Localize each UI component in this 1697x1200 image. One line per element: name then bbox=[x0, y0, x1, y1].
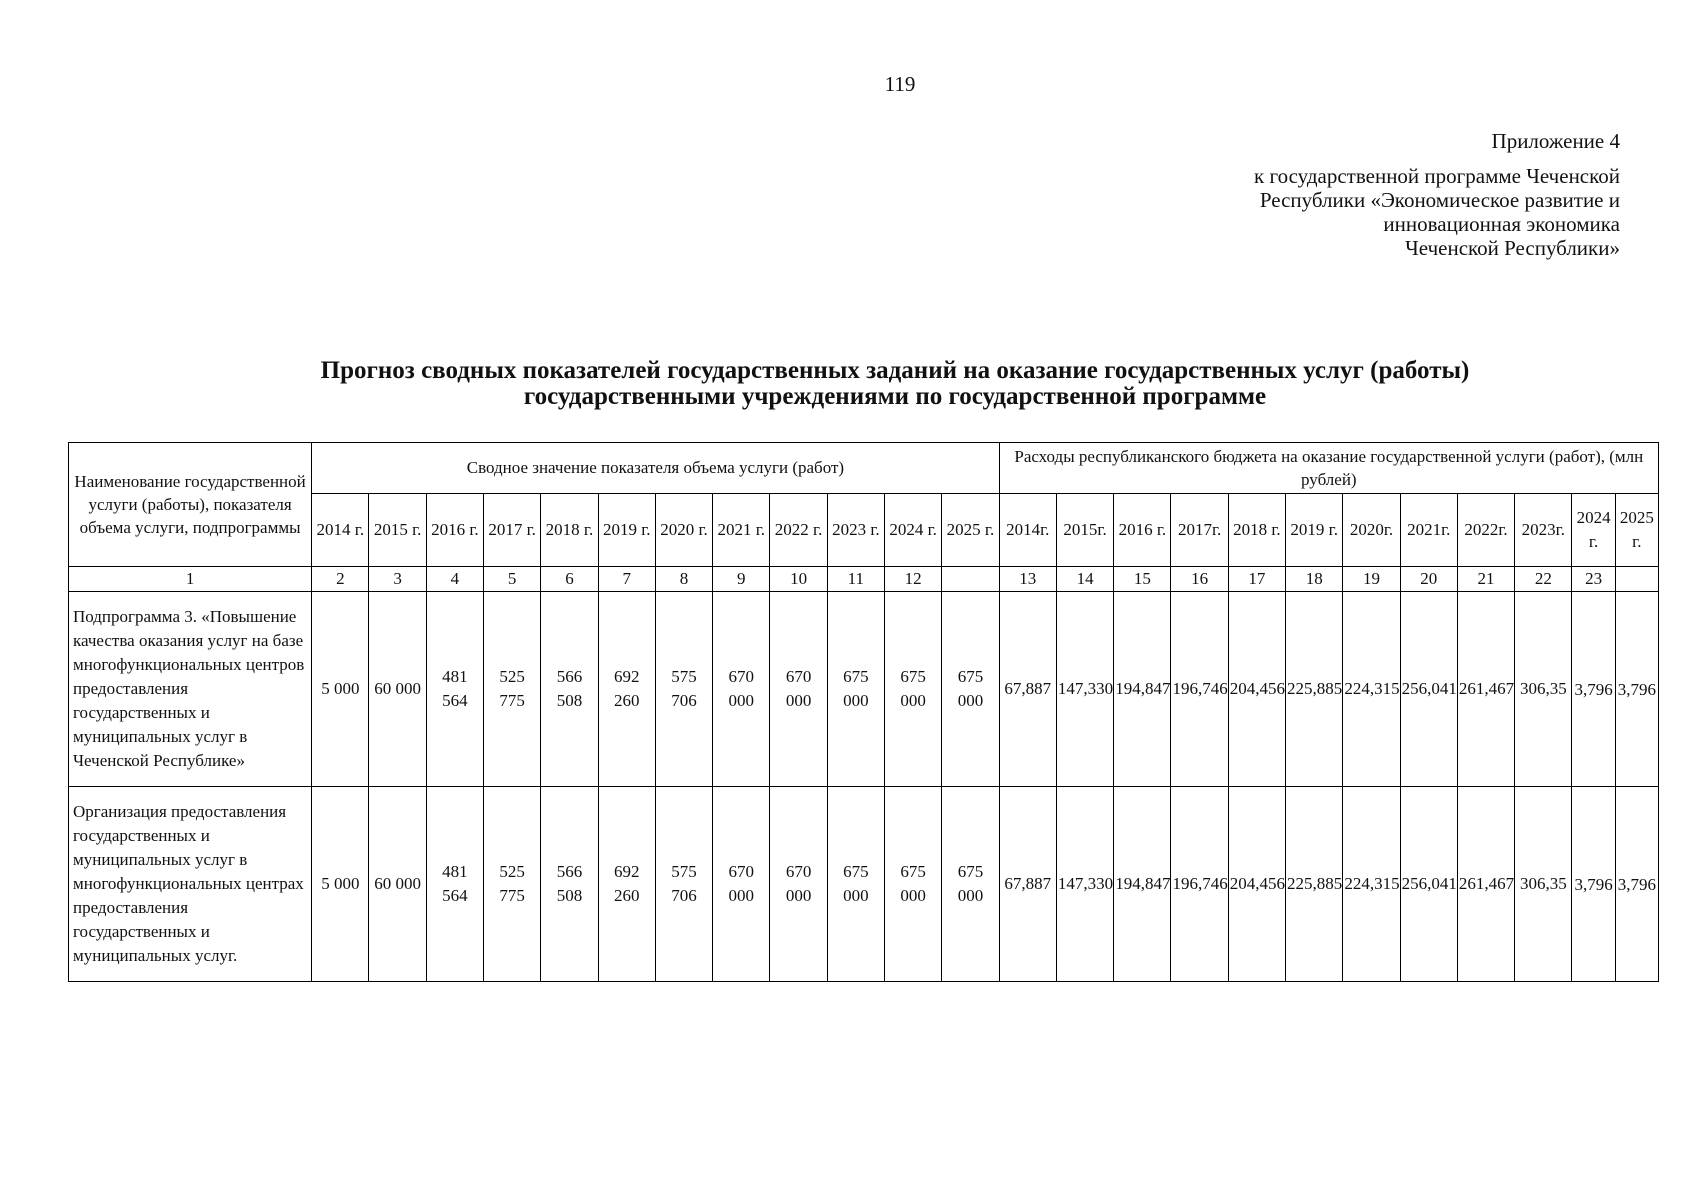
volume-year-cell: 2017 г. bbox=[484, 494, 541, 567]
column-number-cell: 8 bbox=[655, 567, 712, 592]
volume-year-cell: 2016 г. bbox=[426, 494, 483, 567]
volume-value-cell: 670 000 bbox=[713, 787, 770, 982]
budget-year-cell: 2015г. bbox=[1056, 494, 1113, 567]
budget-value-cell: 3,796 bbox=[1572, 787, 1615, 982]
column-number-cell: 12 bbox=[884, 567, 941, 592]
column-number-cell: 22 bbox=[1515, 567, 1572, 592]
volume-value-cell: 675 000 bbox=[884, 592, 941, 787]
volume-year-cell: 2020 г. bbox=[655, 494, 712, 567]
volume-year-cell: 2023 г. bbox=[827, 494, 884, 567]
budget-year-cell: 2022г. bbox=[1457, 494, 1514, 567]
budget-value-cell: 194,847 bbox=[1114, 592, 1171, 787]
column-number-cell: 18 bbox=[1286, 567, 1343, 592]
column-number-cell: 15 bbox=[1114, 567, 1171, 592]
budget-value-cell: 225,885 bbox=[1286, 592, 1343, 787]
appendix-block bbox=[1200, 129, 1620, 260]
budget-value-cell: 261,467 bbox=[1457, 592, 1514, 787]
budget-value-cell: 224,315 bbox=[1343, 787, 1400, 982]
budget-value-cell: 256,041 bbox=[1400, 787, 1457, 982]
column-number-cell: 10 bbox=[770, 567, 827, 592]
budget-year-cell: 2021г. bbox=[1400, 494, 1457, 567]
volume-value-cell: 481 564 bbox=[426, 787, 483, 982]
volume-year-cell: 2025 г. bbox=[942, 494, 999, 567]
column-number-cell: 4 bbox=[426, 567, 483, 592]
budget-year-cell: 2019 г. bbox=[1286, 494, 1343, 567]
budget-value-cell: 67,887 bbox=[999, 787, 1056, 982]
header-volume-cell: Сводное значение показателя объема услуги (работ) bbox=[312, 443, 999, 494]
budget-year-cell: 2018 г. bbox=[1228, 494, 1285, 567]
volume-value-cell: 525 775 bbox=[484, 592, 541, 787]
forecast-table bbox=[68, 442, 1659, 982]
column-number-cell: 17 bbox=[1228, 567, 1285, 592]
volume-value-cell: 670 000 bbox=[713, 592, 770, 787]
volume-value-cell: 675 000 bbox=[884, 787, 941, 982]
volume-value-cell: 670 000 bbox=[770, 787, 827, 982]
budget-value-cell: 194,847 bbox=[1114, 787, 1171, 982]
appendix-line: Чеченской Республики» bbox=[1405, 236, 1620, 260]
budget-value-cell: 196,746 bbox=[1171, 787, 1228, 982]
column-number-cell: 14 bbox=[1056, 567, 1113, 592]
column-number-cell: 23 bbox=[1572, 567, 1615, 592]
appendix-line: Республики «Экономическое развитие и bbox=[1259, 188, 1620, 212]
budget-year-cell: 2014г. bbox=[999, 494, 1056, 567]
document-title bbox=[110, 358, 1680, 410]
column-number-cell: 13 bbox=[999, 567, 1056, 592]
budget-year-cell: 2016 г. bbox=[1114, 494, 1171, 567]
volume-value-cell: 5 000 bbox=[312, 787, 369, 982]
header-row bbox=[69, 443, 1659, 494]
budget-value-cell: 306,35 bbox=[1515, 787, 1572, 982]
volume-value-cell: 566 508 bbox=[541, 592, 598, 787]
column-number-cell bbox=[942, 567, 999, 592]
column-number-cell: 1 bbox=[69, 567, 312, 592]
volume-year-cell: 2014 г. bbox=[312, 494, 369, 567]
column-number-cell: 20 bbox=[1400, 567, 1457, 592]
volume-value-cell: 5 000 bbox=[312, 592, 369, 787]
volume-value-cell: 692 260 bbox=[598, 592, 655, 787]
budget-value-cell: 196,746 bbox=[1171, 592, 1228, 787]
volume-value-cell: 575 706 bbox=[655, 787, 712, 982]
volume-value-cell: 692 260 bbox=[598, 787, 655, 982]
row-name-cell: Организация предоставления государственных и муниципальных услуг в многофункциональных центрах предоставления государственных и муниципальных услуг. bbox=[69, 787, 312, 982]
appendix-line: инновационная экономика bbox=[1383, 212, 1620, 236]
budget-value-cell: 225,885 bbox=[1286, 787, 1343, 982]
volume-value-cell: 675 000 bbox=[827, 787, 884, 982]
volume-value-cell: 675 000 bbox=[942, 592, 999, 787]
appendix-label: Приложение 4 bbox=[1491, 129, 1620, 153]
budget-value-cell: 147,330 bbox=[1056, 592, 1113, 787]
budget-value-cell: 261,467 bbox=[1457, 787, 1514, 982]
volume-value-cell: 566 508 bbox=[541, 787, 598, 982]
volume-year-cell: 2022 г. bbox=[770, 494, 827, 567]
volume-year-cell: 2019 г. bbox=[598, 494, 655, 567]
budget-value-cell: 3,796 bbox=[1615, 787, 1658, 982]
volume-value-cell: 60 000 bbox=[369, 592, 426, 787]
column-number-row bbox=[69, 567, 1659, 592]
column-number-cell: 5 bbox=[484, 567, 541, 592]
table-body bbox=[69, 443, 1659, 982]
budget-value-cell: 147,330 bbox=[1056, 787, 1113, 982]
column-number-cell: 9 bbox=[713, 567, 770, 592]
budget-year-cell: 2020г. bbox=[1343, 494, 1400, 567]
budget-value-cell: 3,796 bbox=[1615, 592, 1658, 787]
row-name-cell: Подпрограмма 3. «Повышение качества оказания услуг на базе многофункциональных центров предоставления государственных и муниципальных услуг в Чеченской Республике» bbox=[69, 592, 312, 787]
appendix-line: к государственной программе Чеченской bbox=[1254, 164, 1620, 188]
table-row bbox=[69, 592, 1659, 787]
table-row bbox=[69, 787, 1659, 982]
volume-value-cell: 525 775 bbox=[484, 787, 541, 982]
volume-value-cell: 670 000 bbox=[770, 592, 827, 787]
volume-value-cell: 60 000 bbox=[369, 787, 426, 982]
volume-value-cell: 675 000 bbox=[942, 787, 999, 982]
budget-year-cell: 2025 г. bbox=[1615, 494, 1658, 567]
budget-value-cell: 204,456 bbox=[1228, 592, 1285, 787]
column-number-cell: 11 bbox=[827, 567, 884, 592]
title-line: государственными учреждениями по государственной программе bbox=[523, 383, 1267, 410]
column-number-cell: 7 bbox=[598, 567, 655, 592]
budget-value-cell: 256,041 bbox=[1400, 592, 1457, 787]
header-name-cell: Наименование государственной услуги (работы), показателя объема услуги, подпрограммы bbox=[69, 443, 312, 567]
page-number: 119 bbox=[884, 72, 916, 96]
column-number-cell: 21 bbox=[1457, 567, 1514, 592]
column-number-cell: 2 bbox=[312, 567, 369, 592]
volume-value-cell: 575 706 bbox=[655, 592, 712, 787]
budget-year-cell: 2024 г. bbox=[1572, 494, 1615, 567]
column-number-cell: 3 bbox=[369, 567, 426, 592]
column-number-cell: 19 bbox=[1343, 567, 1400, 592]
volume-value-cell: 481 564 bbox=[426, 592, 483, 787]
budget-value-cell: 3,796 bbox=[1572, 592, 1615, 787]
column-number-cell: 16 bbox=[1171, 567, 1228, 592]
budget-year-cell: 2017г. bbox=[1171, 494, 1228, 567]
budget-value-cell: 67,887 bbox=[999, 592, 1056, 787]
volume-year-cell: 2021 г. bbox=[713, 494, 770, 567]
volume-year-cell: 2024 г. bbox=[884, 494, 941, 567]
title-line: Прогноз сводных показателей государственных заданий на оказание государственных услуг (работы) bbox=[320, 357, 1470, 384]
volume-value-cell: 675 000 bbox=[827, 592, 884, 787]
budget-value-cell: 224,315 bbox=[1343, 592, 1400, 787]
budget-year-cell: 2023г. bbox=[1515, 494, 1572, 567]
volume-year-cell: 2018 г. bbox=[541, 494, 598, 567]
header-budget-cell: Расходы республиканского бюджета на оказание государственной услуги (работ), (млн рублей) bbox=[999, 443, 1658, 494]
budget-value-cell: 306,35 bbox=[1515, 592, 1572, 787]
volume-year-cell: 2015 г. bbox=[369, 494, 426, 567]
column-number-cell bbox=[1615, 567, 1658, 592]
budget-value-cell: 204,456 bbox=[1228, 787, 1285, 982]
column-number-cell: 6 bbox=[541, 567, 598, 592]
